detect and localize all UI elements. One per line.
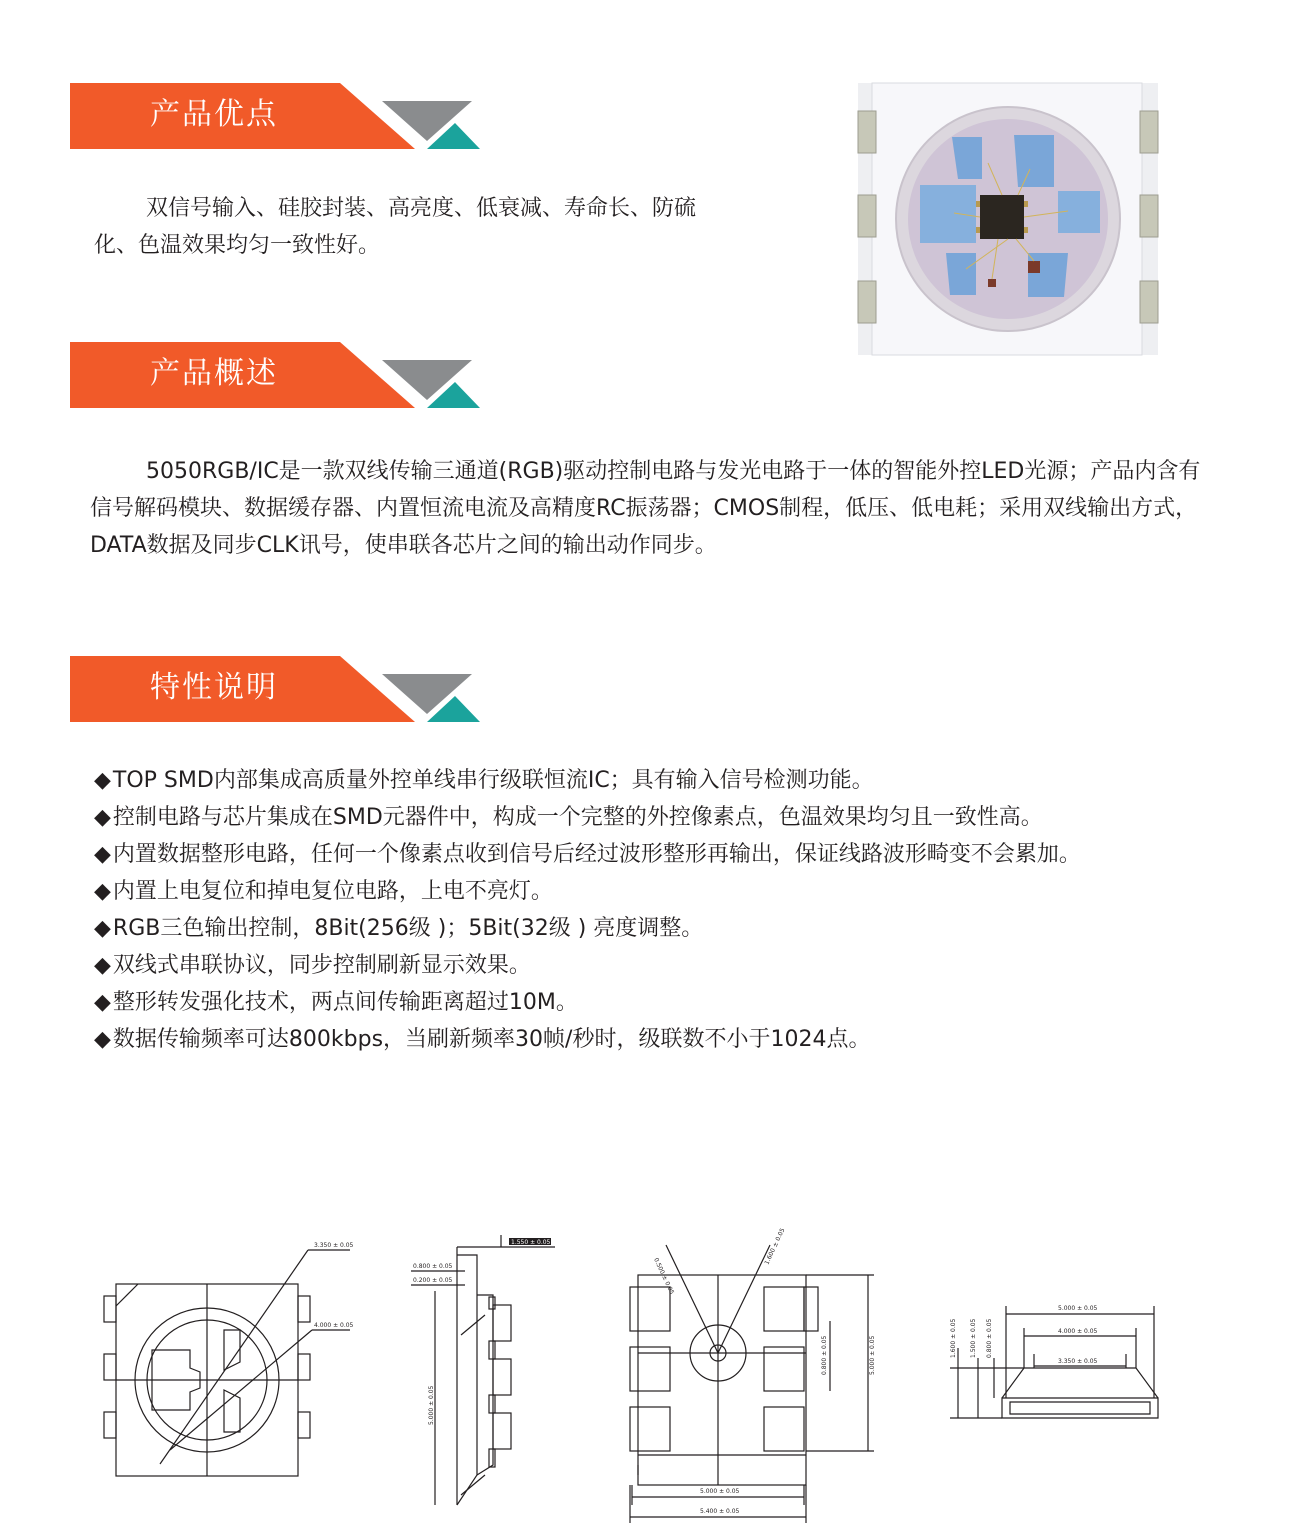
diamond-bullet-icon: ◆: [94, 879, 111, 904]
dim-label: 0.500 ± 0.05: [652, 1256, 676, 1296]
dim-label: 5.000 ± 0.05: [700, 1488, 740, 1495]
feature-item: ◆RGB三色输出控制，8Bit(256级 )；5Bit(32级 ) 亮度调整。: [94, 916, 704, 941]
feature-item: ◆内置数据整形电路，任何一个像素点收到信号后经过波形整形再输出，保证线路波形畸变不会累加。: [94, 842, 1081, 867]
side-view-drawing: [405, 1235, 565, 1525]
dim-label: 5.000 ± 0.05: [428, 1385, 435, 1425]
feature-item: ◆内置上电复位和掉电复位电路，上电不亮灯。: [94, 879, 553, 904]
dim-label: 1.600 ± 0.05: [763, 1227, 787, 1266]
dim-label: 5.400 ± 0.05: [700, 1508, 740, 1515]
diamond-bullet-icon: ◆: [94, 916, 111, 941]
diamond-bullet-icon: ◆: [94, 990, 111, 1015]
features-list: [94, 762, 1204, 1058]
dim-label: 0.800 ± 0.05: [413, 1263, 453, 1270]
section-header-features: [70, 656, 480, 722]
dim-label: 3.350 ± 0.05: [1058, 1358, 1098, 1365]
top-view-drawing: [100, 1242, 370, 1490]
section-header-advantages: [70, 83, 480, 149]
diamond-bullet-icon: ◆: [94, 1027, 111, 1052]
bottom-view-drawing: [618, 1225, 888, 1530]
feature-item: ◆整形转发强化技术，两点间传输距离超过10M。: [94, 990, 578, 1015]
dim-label: 1.600 ± 0.05: [950, 1318, 957, 1358]
dim-label: 4.000 ± 0.05: [314, 1322, 354, 1329]
feature-item: ◆双线式串联协议，同步控制刷新显示效果。: [94, 953, 531, 978]
feature-item: ◆数据传输频率可达800kbps，当刷新频率30帧/秒时，级联数不小于1024点。: [94, 1027, 871, 1052]
diamond-bullet-icon: ◆: [94, 805, 111, 830]
advantages-paragraph: 双信号输入、硅胶封装、高亮度、低衰减、寿命长、防硫化、色温效果均匀一致性好。: [94, 196, 697, 258]
section-title-overview: 产品概述: [150, 356, 278, 391]
feature-item: ◆TOP SMD内部集成高质量外控单线串行级联恒流IC；具有输入信号检测功能。: [94, 768, 874, 793]
section-title-features: 特性说明: [150, 670, 278, 705]
diamond-bullet-icon: ◆: [94, 953, 111, 978]
dim-label: 3.350 ± 0.05: [314, 1242, 354, 1249]
section-title-advantages: 产品优点: [150, 97, 278, 132]
diamond-bullet-icon: ◆: [94, 842, 111, 867]
dim-label: 4.000 ± 0.05: [1058, 1328, 1098, 1335]
profile-view-drawing: [940, 1298, 1170, 1433]
dim-label: 0.800 ± 0.05: [986, 1318, 993, 1358]
dim-label: 0.800 ± 0.05: [821, 1335, 828, 1375]
dim-label: 5.000 ± 0.05: [869, 1335, 876, 1375]
diamond-bullet-icon: ◆: [94, 768, 111, 793]
dim-label: 1.500 ± 0.05: [970, 1318, 977, 1358]
dim-label: 5.000 ± 0.05: [1058, 1305, 1098, 1312]
dim-label: 1.550 ± 0.05: [511, 1239, 551, 1246]
overview-paragraph: 5050RGB/IC是一款双线传输三通道(RGB)驱动控制电路与发光电路于一体的智能外控LED光源；产品内含有信号解码模块、数据缓存器、内置恒流电流及高精度RC振荡器；CMOS制程，低压、低电耗；采用双线输出方式， DATA数据及同步CLK讯号，使串联各芯片之间的输出动作同步。: [90, 459, 1201, 558]
feature-item: ◆控制电路与芯片集成在SMD元器件中，构成一个完整的外控像素点，色温效果均匀且一致性高。: [94, 805, 1043, 830]
dim-label: 0.200 ± 0.05: [413, 1277, 453, 1284]
led-product-photo: [858, 83, 1158, 355]
section-header-overview: [70, 342, 480, 408]
